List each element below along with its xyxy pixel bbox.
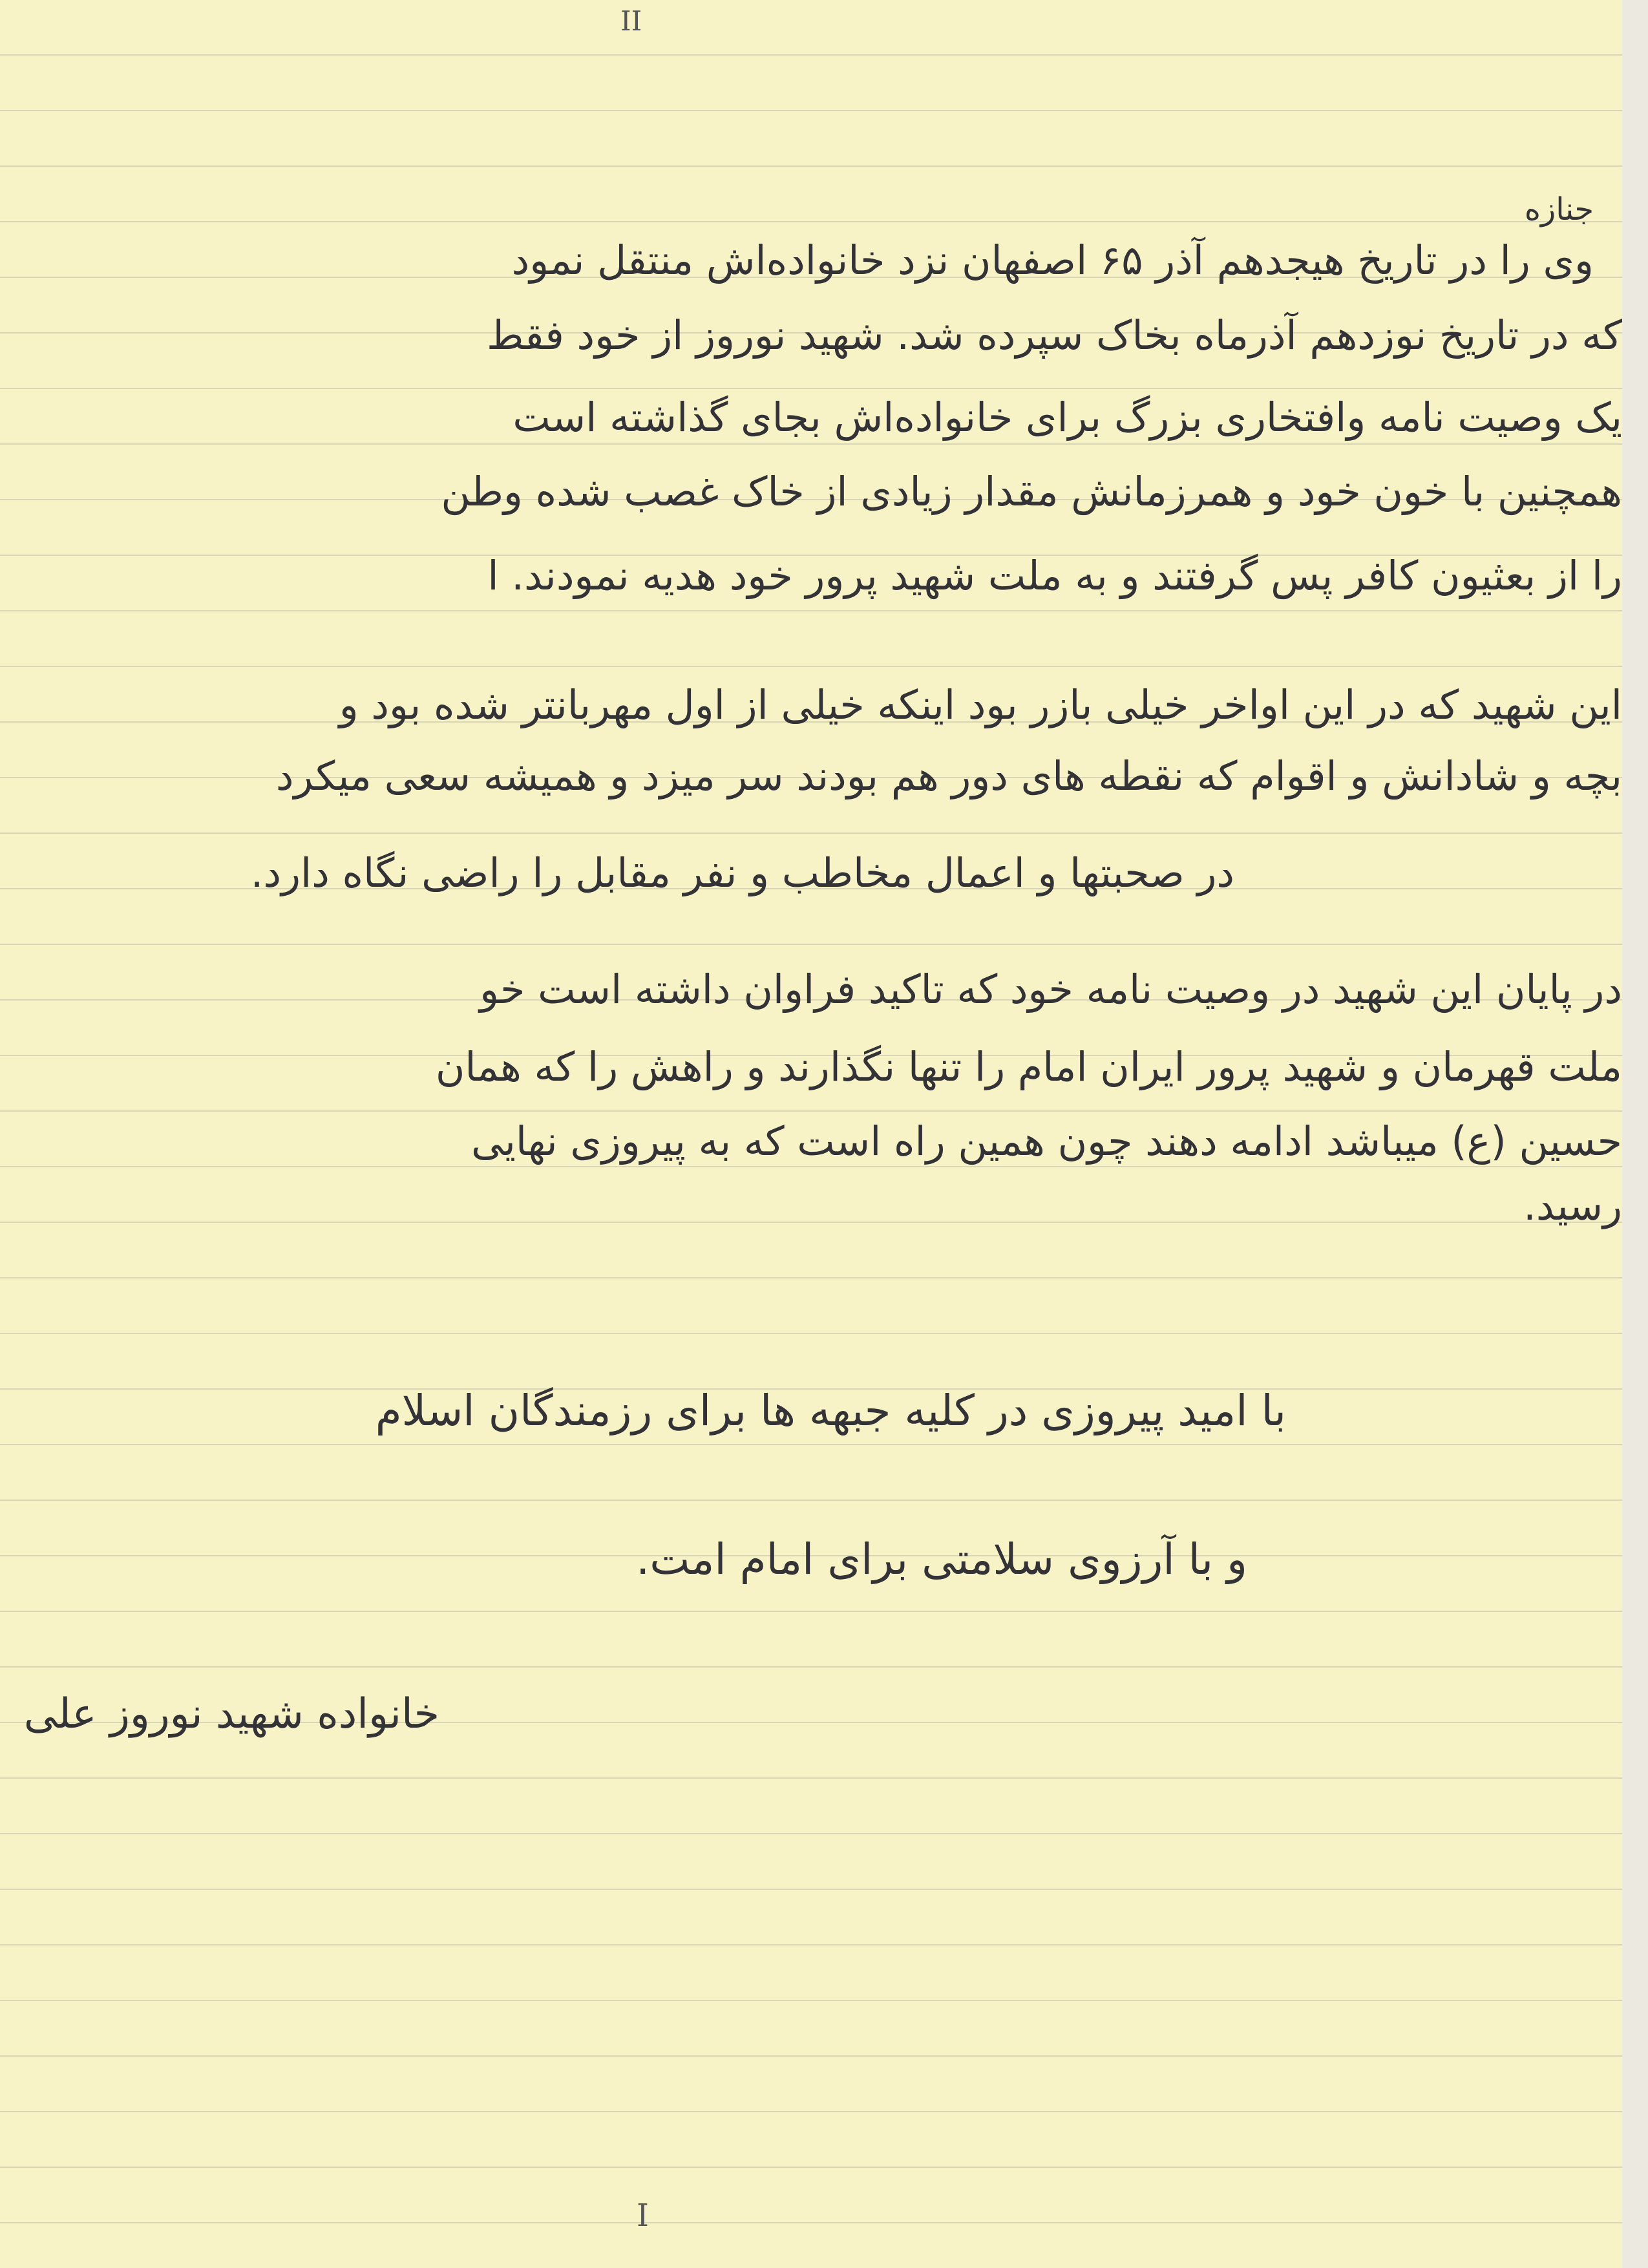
page-mark-bottom: I [637, 2198, 649, 2234]
paragraph-3-line: ملت قهرمان و شهید پرور ایران امام را تنها نگذارند و راهش را که همان [435, 1043, 1622, 1090]
paragraph-1-line: یک وصیت نامه وافتخاری بزرگ برای خانواده‌اش بجای گذاشته است [512, 394, 1622, 441]
paragraph-1-line: جنازه [1524, 191, 1594, 228]
paragraph-3-line: حسین (ع) میباشد ادامه دهند چون همین راه است که به پیروزی نهایی [470, 1118, 1622, 1165]
scan-edge [1622, 0, 1648, 2268]
paragraph-3-line: در پایان این شهید در وصیت نامه خود که تاکید فراوان داشته است خو [480, 966, 1622, 1013]
paragraph-1-line: همچنین با خون خود و همرزمانش مقدار زیادی از خاک غصب شده وطن [441, 468, 1622, 515]
paragraph-2-line: این شهید که در این اواخر خیلی بازر بود اینکه خیلی از اول مهربانتر شده بود و [339, 681, 1622, 728]
closing-line: و با آرزوی سلامتی برای امام امت. [636, 1534, 1247, 1584]
paragraph-1-line: وی را در تاریخ هیجدهم آذر ۶۵ اصفهان نزد خانواده‌اش منتقل نمود [511, 237, 1594, 284]
paragraph-3-line: رسید. [1523, 1182, 1622, 1229]
paragraph-1-line: که در تاریخ نوزدهم آذرماه بخاک سپرده شد. شهید نوروز از خود فقط [486, 312, 1622, 359]
closing-line: با امید پیروزی در کلیه جبهه ها برای رزمندگان اسلام [375, 1386, 1286, 1436]
paragraph-1-line: را از بعثیون کافر پس گرفتند و به ملت شهید پرور خود هدیه نمودند. ا [487, 552, 1622, 599]
paragraph-2-line: در صحبتها و اعمال مخاطب و نفر مقابل را راضی نگاه دارد. [250, 849, 1234, 896]
signature: خانواده شهید نوروز علی [23, 1690, 439, 1738]
page-mark-top: II [620, 5, 642, 37]
paragraph-2-line: بچه و شادانش و اقوام که نقطه های دور هم بودند سر میزد و همیشه سعی میکرد [275, 752, 1622, 800]
